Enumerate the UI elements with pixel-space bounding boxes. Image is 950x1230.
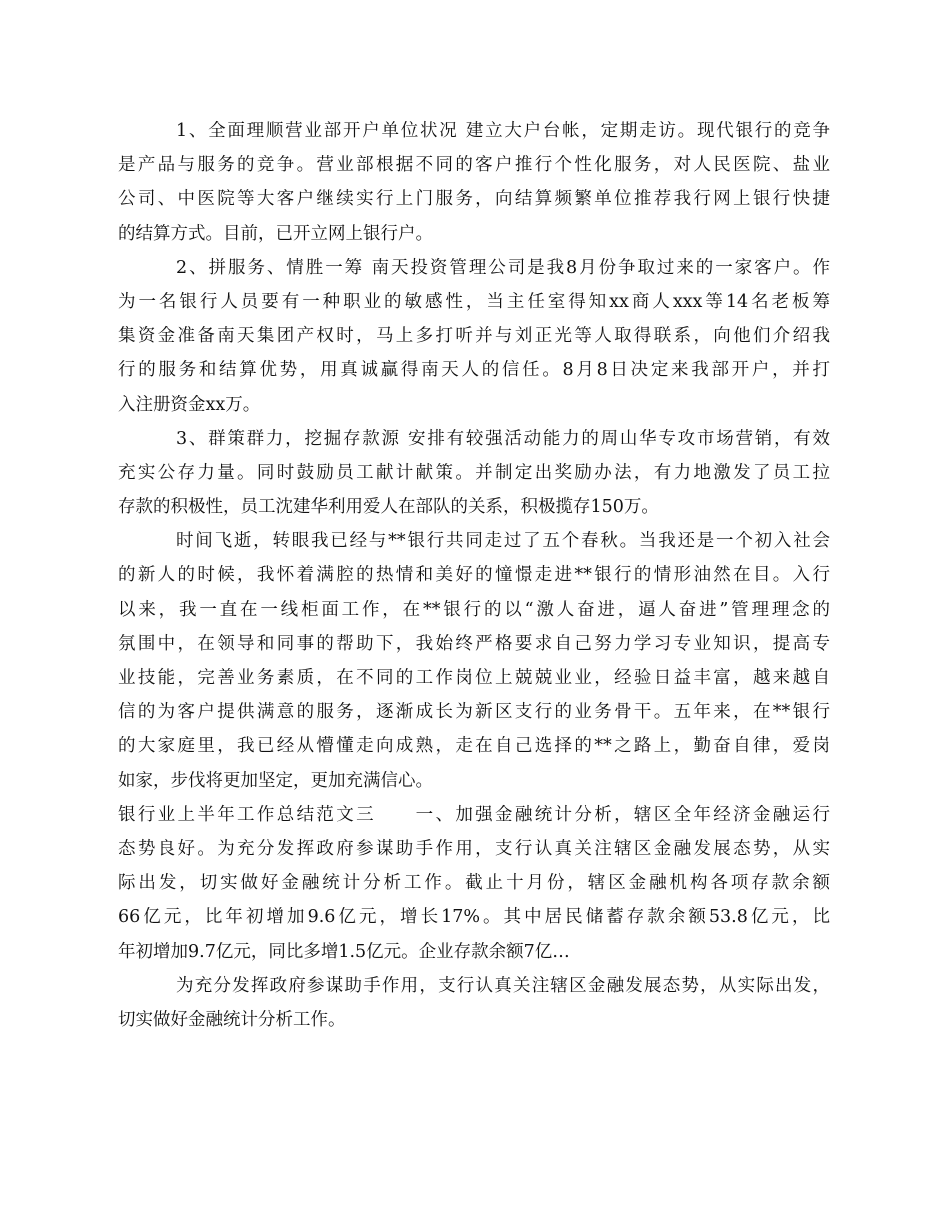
text-line: 如家，步伐将更加坚定，更加充满信心。	[118, 770, 433, 791]
text-line: 为充分发挥政府参谋助手作用，支行认真关注辖区金融发展态势，从实际出发，	[176, 975, 830, 996]
text-line: 氛围中，在领导和同事的帮助下，我始终严格要求自己努力学习专业知识，提高专	[118, 633, 830, 654]
text-line: 1、全面理顺营业部开户单位状况 建立大户台帐，定期走访。现代银行的竞争	[176, 121, 830, 141]
text-line: 态势良好。为充分发挥政府参谋助手作用，支行认真关注辖区金融发展态势，从实	[118, 838, 830, 859]
text-line: 的结算方式。目前，已开立网上银行户。	[118, 223, 433, 244]
text-line: 以来，我一直在一线柜面工作，在**银行的以“激人奋进，逼人奋进”管理理念的	[118, 599, 830, 620]
text-line: 2、拼服务、情胜一筹 南天投资管理公司是我8月份争取过来的一家客户。作	[176, 257, 830, 278]
text-line: 入注册资金xx万。	[118, 394, 261, 415]
text-line: 信的为客户提供满意的服务，逐渐成长为新区支行的业务骨干。五年来，在**银行	[118, 702, 830, 723]
text-line: 公司、中医院等大客户继续实行上门服务，向结算频繁单位推荐我行网上银行快捷	[118, 189, 830, 210]
text-line: 行的服务和结算优势，用真诚赢得南天人的信任。8月8日决定来我部开户，并打	[118, 360, 830, 381]
text-line: 存款的积极性，员工沈建华利用爱人在部队的关系，积极揽存150万。	[118, 497, 659, 518]
text-line: 切实做好金融统计分析工作。	[118, 1009, 346, 1030]
document-body	[118, 114, 830, 1037]
text-line: 的大家庭里，我已经从懵懂走向成熟，走在自己选择的**之路上，勤奋自律，爱岗	[118, 736, 830, 757]
text-line: 银行业上半年工作总结范文三 一、加强金融统计分析，辖区全年经济金融运行	[118, 804, 830, 825]
text-line: 的新人的时候，我怀着满腔的热情和美好的憧憬走进**银行的情形油然在目。入行	[118, 565, 830, 586]
text-line: 集资金准备南天集团产权时，马上多打听并与刘正光等人取得联系，向他们介绍我	[118, 326, 830, 347]
text-line: 年初增加9.7亿元，同比多增1.5亿元。企业存款余额7亿…	[118, 941, 570, 962]
text-line: 66亿元，比年初增加9.6亿元，增长17%。其中居民储蓄存款余额53.8亿元，比	[118, 907, 830, 928]
text-line: 3、群策群力，挖掘存款源 安排有较强活动能力的周山华专攻市场营销，有效	[176, 428, 830, 449]
text-line: 时间飞逝，转眼我已经与**银行共同走过了五个春秋。当我还是一个初入社会	[176, 531, 830, 552]
text-line: 际出发，切实做好金融统计分析工作。截止十月份，辖区金融机构各项存款余额	[118, 873, 830, 894]
text-line: 为一名银行人员要有一种职业的敏感性，当主任室得知xx商人xxx等14名老板筹	[118, 291, 830, 312]
text-line: 业技能，完善业务素质，在不同的工作岗位上兢兢业业，经验日益丰富，越来越自	[118, 668, 830, 688]
text-line: 充实公存力量。同时鼓励员工献计献策。并制定出奖励办法，有力地激发了员工拉	[118, 462, 830, 483]
text-line: 是产品与服务的竞争。营业部根据不同的客户推行个性化服务，对人民医院、盐业	[118, 155, 830, 176]
